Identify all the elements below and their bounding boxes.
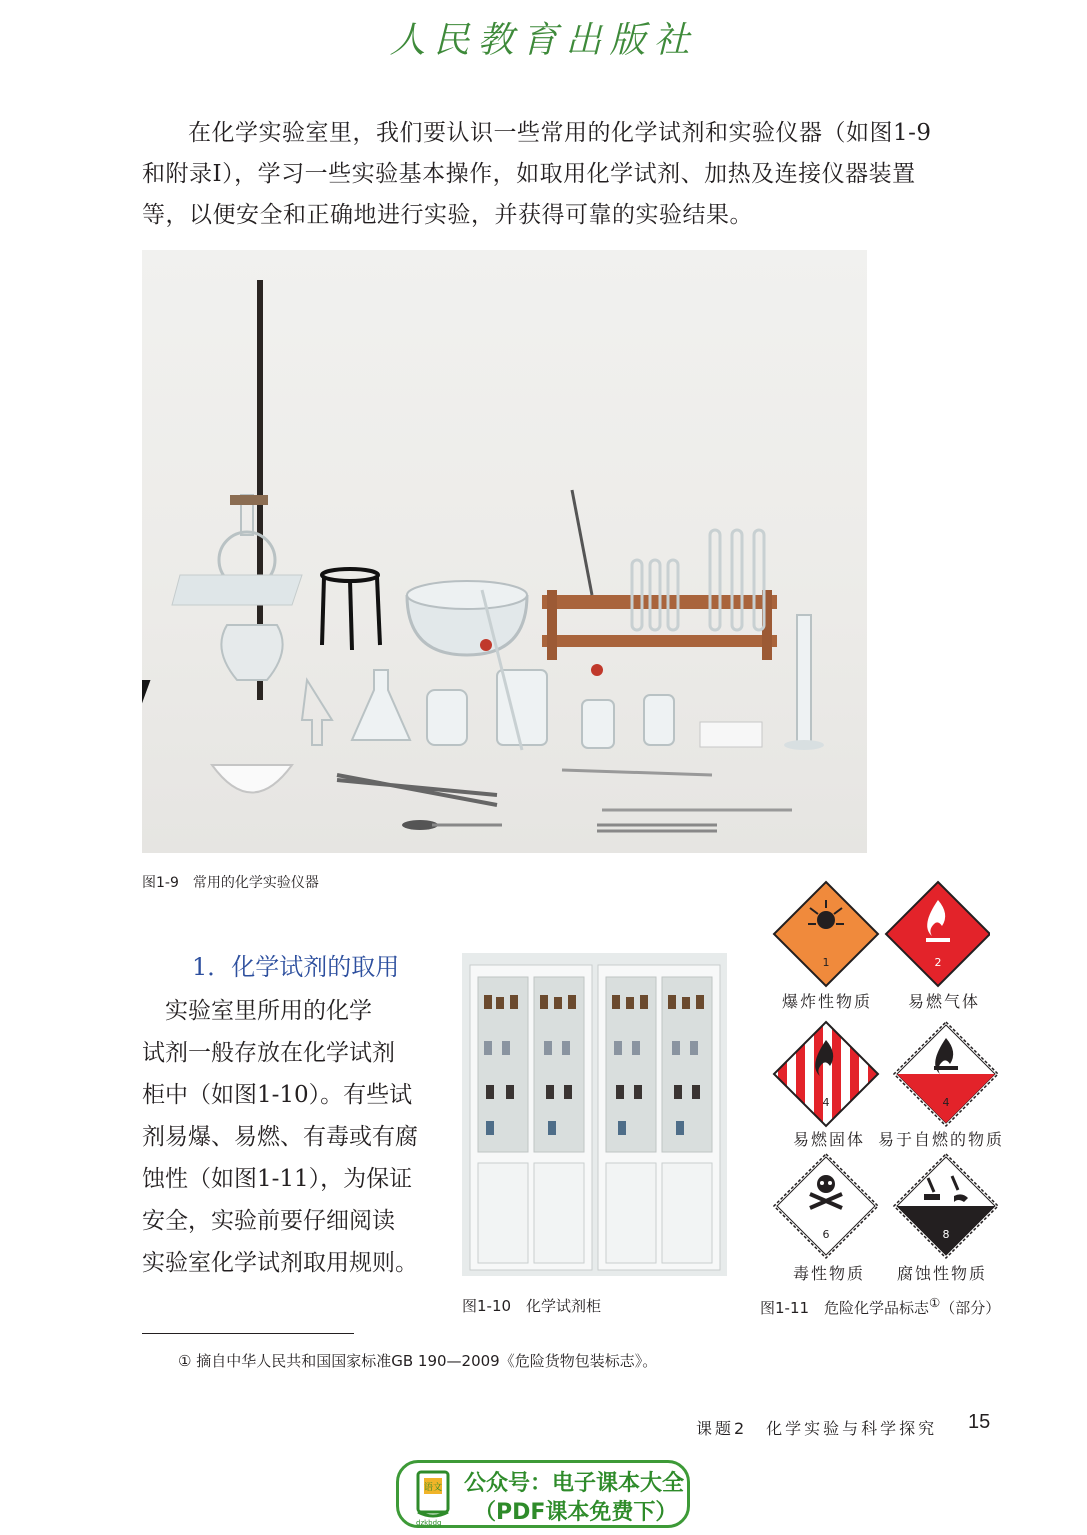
intro-line-3: 等，以便安全和正确地进行实验，并获得可靠的实验结果。	[142, 202, 753, 228]
hazard-label-spontaneous-combustion: 易于自燃的物质	[878, 1130, 1005, 1149]
cabinet-right-icon	[598, 965, 720, 1270]
hazard-label-corrosive: 腐蚀性物质	[897, 1264, 988, 1283]
explosive-sign-icon	[774, 882, 878, 986]
book-icon-text: 语文	[423, 1483, 443, 1493]
stand-base-icon	[142, 680, 150, 708]
flammable-gas-sign-icon	[886, 882, 990, 986]
hazard-signs-row-1	[770, 878, 990, 988]
conical-flask-icon	[352, 670, 410, 740]
corrosive-sign-icon	[894, 1154, 998, 1258]
hazard-label-explosive: 爆炸性物质	[782, 992, 873, 1011]
spontaneous-combustion-sign-number: 4	[942, 1096, 950, 1109]
reagent-cabinet-photo	[462, 953, 727, 1276]
section-body	[142, 990, 432, 1284]
flammable-gas-sign-number: 2	[934, 956, 942, 969]
intro-paragraph	[142, 113, 1002, 236]
section-title: 1．化学试剂的取用	[192, 953, 400, 981]
toxic-sign-number: 6	[822, 1228, 830, 1241]
section-line-2: 试剂一般存放在化学试剂	[142, 1040, 395, 1066]
chapter-title: 课题2 化学实验与科学探究	[696, 1419, 938, 1438]
dropper-bottle-icon	[582, 700, 614, 748]
hazard-signs-row-3	[770, 1150, 1006, 1260]
flammable-solid-sign-icon	[774, 1018, 878, 1128]
book-icon	[414, 1470, 454, 1520]
lab-apparatus-photo	[142, 250, 867, 853]
reagent-bottle-icon	[427, 690, 467, 745]
badge-icon-sub: dzkbdq	[416, 1519, 442, 1527]
badge-line-2: （PDF课本免费下）	[474, 1500, 678, 1525]
figure-1-11-caption-suffix: （部分）	[940, 1299, 1001, 1317]
hazard-label-toxic: 毒性物质	[793, 1264, 866, 1283]
hazard-label-flammable-gas: 易燃气体	[908, 992, 981, 1011]
crucible-tongs-icon	[337, 775, 497, 805]
funnel-icon	[302, 680, 332, 745]
page-number: 15	[968, 1411, 991, 1433]
toxic-sign-icon	[774, 1154, 878, 1258]
section-line-3: 柜中（如图1-10）。有些试	[142, 1082, 413, 1108]
spontaneous-combustion-sign-icon	[894, 1022, 998, 1126]
publisher-logo: 人民教育出版社	[389, 20, 698, 61]
test-tube-brush-icon	[572, 490, 592, 595]
graduated-cylinder-icon	[797, 615, 811, 745]
footnote: ① 摘自中华人民共和国国家标准GB 190—2009《危险货物包装标志》。	[178, 1352, 658, 1370]
figure-1-9-caption: 图1-9 常用的化学实验仪器	[142, 875, 319, 891]
intro-line-2: 和附录Ⅰ），学习一些实验基本操作，如取用化学试剂、加热及连接仪器装置	[142, 161, 916, 187]
alcohol-lamp-icon	[221, 625, 282, 680]
footnote-marker: ①	[929, 1295, 941, 1310]
tripod-icon	[322, 569, 378, 581]
footnote-rule	[142, 1333, 354, 1334]
hazard-label-flammable-solid: 易燃固体	[793, 1130, 866, 1149]
lab-apparatus-illustration	[142, 250, 867, 853]
spot-plate-icon	[700, 722, 762, 747]
figure-1-11-caption	[760, 1295, 1000, 1318]
section-line-6: 安全，实验前要仔细阅读	[142, 1208, 395, 1234]
hazard-signs-row-2	[770, 1018, 1006, 1128]
flammable-solid-sign-number: 4	[822, 1096, 830, 1109]
evaporating-dish-icon	[212, 765, 292, 793]
reagent-cabinet-illustration	[462, 953, 727, 1276]
intro-line-1: 在化学实验室里，我们要认识一些常用的化学试剂和实验仪器（如图1-9	[188, 120, 932, 146]
spatula-icon	[562, 770, 712, 775]
figure-1-11-caption-main: 图1-11 危险化学品标志	[760, 1299, 930, 1317]
section-line-5: 蚀性（如图1-11），为保证	[142, 1166, 413, 1192]
cabinet-left-icon	[470, 965, 592, 1270]
badge-line-1: 公众号：电子课本大全	[464, 1471, 685, 1496]
section-line-7: 实验室化学试剂取用规则。	[142, 1250, 418, 1276]
tweezers-icon	[597, 825, 717, 831]
explosive-sign-number: 1	[822, 956, 830, 969]
section-line-4: 剂易爆、易燃、有毒或有腐	[142, 1124, 418, 1150]
section-line-1: 实验室里所用的化学	[142, 998, 372, 1024]
corrosive-sign-number: 8	[942, 1228, 950, 1241]
figure-1-10-caption: 图1-10 化学试剂柜	[462, 1297, 602, 1315]
